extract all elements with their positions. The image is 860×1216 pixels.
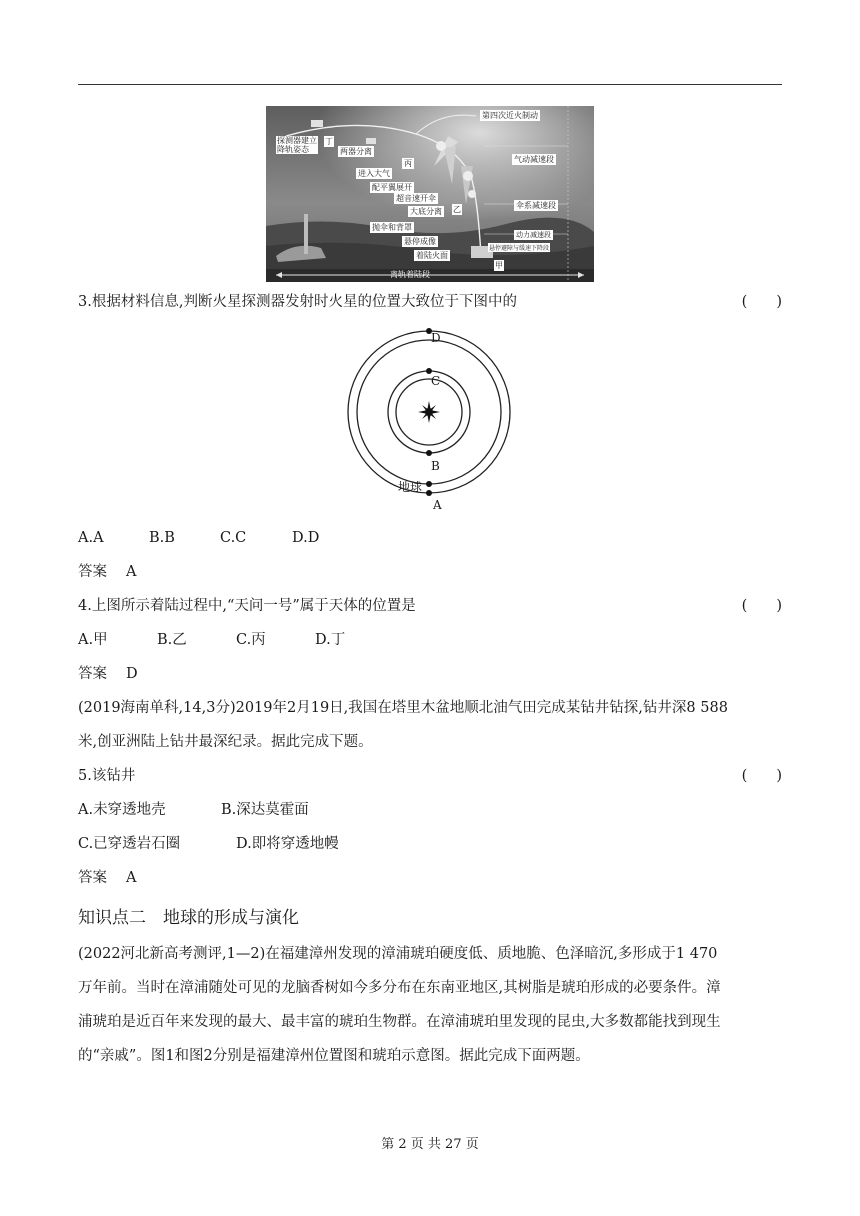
sun-icon [418,401,440,423]
label-supersonic-chute: 超音速开伞 [396,194,436,203]
question-4-option-c: C.丙 [236,632,266,648]
label-chute-decel: 伞系减速段 [516,201,556,210]
question-5-option-c: C.已穿透岩石圈 [78,836,181,852]
point-a-label: A [433,498,442,512]
question-4-option-d: D.丁 [315,632,346,648]
earth-label: 地球 [398,480,423,494]
question-3-answer-blank: ( ) [741,294,782,310]
label-hover-avoid: 悬停避障与缓速下降段 [489,245,550,252]
question-4-answer-blank: ( ) [741,598,782,614]
point-d-label: D [431,331,441,345]
label-jia: 甲 [495,261,503,270]
label-atmos-entry: 进入大气 [358,169,390,178]
question-5-option-a: A.未穿透地壳 [78,802,166,818]
orbit-figure [345,325,515,515]
label-trim-wing: 配平翼展开 [372,183,412,192]
question-3-text: 3.根据材料信息,判断火星探测器发射时火星的位置大致位于下图中的 [78,294,517,310]
material-2-line-3: 浦琥珀是近百年来发现的最大、最丰富的琥珀生物群。在漳浦琥珀里发现的昆虫,大多数都能找到现生 [78,1014,721,1030]
label-jettison: 抛伞和背罩 [372,223,412,232]
orbit-diagram [345,325,515,515]
section-title: 知识点二 地球的形成与演化 [78,908,299,928]
header-rule [78,84,782,85]
question-5-text: 5.该钻井 [78,768,136,784]
landing-process-figure [266,106,594,282]
question-4-answer: D [126,666,138,682]
question-4-text: 4.上图所示着陆过程中,“天问一号”属于天体的位置是 [78,598,416,614]
label-aero-decel: 气动减速段 [514,155,554,164]
question-3-answer-label: 答案 [78,564,107,580]
label-bing: 丙 [404,159,412,168]
material-2-line-4: 的“亲戚”。图1和图2分别是福建漳州位置图和琥珀示意图。据此完成下面两题。 [78,1048,590,1064]
label-ding: 丁 [325,137,333,146]
question-5-option-b: B.深达莫霍面 [221,802,309,818]
question-4-option-a: A.甲 [78,632,108,648]
label-bottom-bar: 离轨着陆段 [390,270,430,279]
point-b-label: B [431,459,440,473]
label-big-base: 大底分离 [410,207,442,216]
question-3-option-d: D.D [292,530,320,546]
label-hover: 悬停成像 [404,237,436,246]
label-probe-attitude: 探测器建立 降轨姿态 [277,136,317,154]
label-power-decel: 动力减速段 [516,231,551,239]
question-5-option-d: D.即将穿透地幔 [236,836,339,852]
label-yi: 乙 [453,205,461,214]
question-5-answer: A [126,870,137,886]
material-2-line-1: (2022河北新高考测评,1—2)在福建漳州发现的漳浦琥珀硬度低、质地脆、色泽暗沉,多形成于1 470 [78,946,718,962]
question-3-answer: A [126,564,137,580]
material-1-line-1: (2019海南单科,14,3分)2019年2月19日,我国在塔里木盆地顺北油气田完成某钻井钻探,钻井深8 588 [78,700,728,716]
label-fourth-brake: 第四次近火制动 [482,111,538,120]
question-5-answer-label: 答案 [78,870,107,886]
question-4-option-b: B.乙 [157,632,187,648]
material-2-line-2: 万年前。当时在漳浦随处可见的龙脑香树如今多分布在东南亚地区,其树脂是琥珀形成的必要条件。漳 [78,980,721,996]
label-landing: 着陆火面 [416,251,448,260]
question-5-answer-blank: ( ) [741,768,782,784]
page-number: 第 2 页 共 27 页 [381,1137,479,1152]
label-separation: 两器分离 [340,147,372,156]
question-3-option-c: C.C [220,530,247,546]
question-3-option-a: A.A [78,530,104,546]
question-4-answer-label: 答案 [78,666,107,682]
material-1-line-2: 米,创亚洲陆上钻井最深纪录。据此完成下题。 [78,734,373,750]
point-c-label: C [431,374,441,388]
question-3-option-b: B.B [149,530,175,546]
